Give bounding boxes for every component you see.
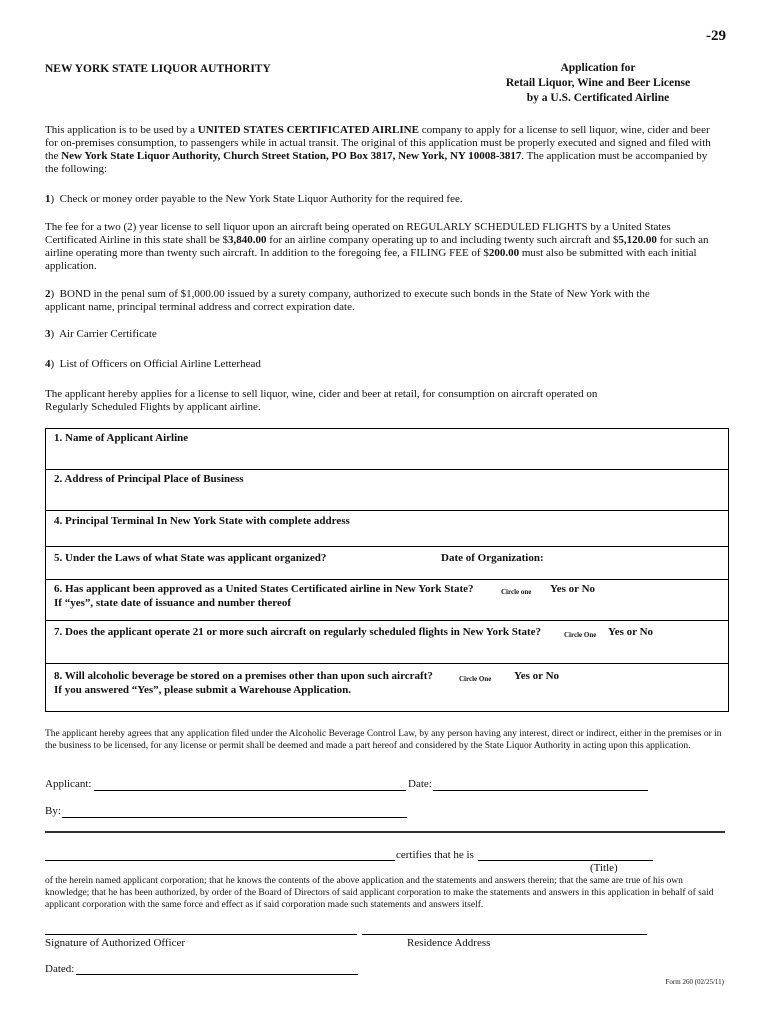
title-line-1: Application for: [560, 62, 636, 74]
officer-signature-label: Signature of Authorized Officer: [45, 937, 186, 949]
question-2-label: 2. Address of Principal Place of Business: [54, 473, 244, 485]
applies-paragraph: The applicant hereby applies for a license to sell liquor, wine, cider and beer at retail, for consumption on aircraft operated on Regularly Scheduled Flights by applicant airline.: [45, 388, 598, 413]
officer-title-line[interactable]: [478, 860, 653, 861]
requirement-item-3: 3) Air Carrier Certificate: [45, 328, 157, 340]
requirement-item-1: 1) Check or money order payable to the New York State Liquor Authority for the required fee.: [45, 193, 463, 205]
question-5-label: 5. Under the Laws of what State was applicant organized?: [54, 552, 327, 564]
field-principal-terminal[interactable]: [46, 511, 728, 547]
by-signature-line[interactable]: [62, 817, 407, 818]
agreement-paragraph: The applicant hereby agrees that any application filed under the Alcoholic Beverage Control Law, by any person having any interest, direct or indirect, either in the premises or in the business to be licensed, for any license or permit shall be deemed and made a part hereof and considered by the State Liquor Authority in acting upon this application.: [45, 729, 722, 751]
question-8-yes-no[interactable]: Yes or No: [514, 670, 560, 682]
fee-paragraph: The fee for a two (2) year license to sell liquor upon an aircraft being operated on REGULARLY SCHEDULED FLIGHTS by a United States Certificated Airline in this state shall be $3,840.00 for an airline company operating up to and including twenty such aircraft and $5,120.00 for such an airline operating more than twenty such aircraft. In addition to the foregoing fee, a FILING FEE of $200.00 must also be submitted with each initial application.: [45, 221, 709, 272]
field-state-organized[interactable]: [46, 547, 728, 580]
certification-paragraph: of the herein named applicant corporation; that he knows the contents of the above application and the statements and answers therein; that the same are true of his own knowledge; that he has been authorized, by order of the Board of Directors of said applicant corporation to make the statements and answers in this application in behalf of said applicant corporation with the same force and effect as if said corporation made such statements and answers itself.: [45, 876, 714, 910]
question-6-circle-one: Circle one: [501, 588, 532, 596]
field-alcohol-storage[interactable]: [46, 664, 728, 712]
field-airline-name[interactable]: [46, 429, 728, 470]
by-label: By:: [45, 805, 61, 817]
question-6-sub-label: If “yes”, state date of issuance and number thereof: [54, 597, 291, 609]
residence-address-label: Residence Address: [407, 937, 491, 949]
question-8-circle-one: Circle One: [459, 675, 492, 683]
date-line[interactable]: [433, 790, 648, 791]
field-certificated-approval[interactable]: [46, 580, 728, 621]
page-number: -29: [706, 28, 726, 44]
question-6-yes-no[interactable]: Yes or No: [550, 583, 596, 595]
dated-label: Dated:: [45, 963, 75, 975]
question-6-label: 6. Has applicant been approved as a United States Certificated airline in New York State?: [54, 583, 474, 595]
officer-name-line[interactable]: [45, 860, 395, 861]
dated-line[interactable]: [76, 974, 358, 975]
question-7-label: 7. Does the applicant operate 21 or more such aircraft on regularly scheduled flights in New York State?: [54, 626, 542, 638]
date-of-organization-label: Date of Organization:: [441, 552, 544, 564]
officer-signature-line[interactable]: [45, 934, 357, 935]
section-divider: [45, 831, 725, 833]
requirement-item-2: 2) BOND in the penal sum of $1,000.00 issued by a surety company, authorized to execute such bonds in the State of New York with the applicant name, principal terminal address and correct expiration date.: [45, 288, 650, 313]
field-principal-address[interactable]: [46, 470, 728, 511]
intro-paragraph: This application is to be used by a UNITED STATES CERTIFICATED AIRLINE company to apply for a license to sell liquor, wine, cider and beer for on-premises consumption, to passengers while in actual transit. The original of this application must be properly executed and signed and filed with the New York State Liquor Authority, Church Street Station, PO Box 3817, New York, NY 10008-3817. The application must be accompanied by the following:: [45, 124, 711, 175]
title-line-3: by a U.S. Certificated Airline: [526, 92, 670, 104]
agency-name: NEW YORK STATE LIQUOR AUTHORITY: [45, 63, 271, 75]
residence-address-line[interactable]: [362, 934, 647, 935]
question-1-label: 1. Name of Applicant Airline: [54, 432, 189, 444]
question-4-label: 4. Principal Terminal In New York State with complete address: [54, 515, 350, 527]
requirement-item-4: 4) List of Officers on Official Airline Letterhead: [45, 358, 261, 370]
date-label: Date:: [408, 778, 432, 790]
field-aircraft-count[interactable]: [46, 621, 728, 664]
question-8-text: 8. Will alcoholic beverage be stored on a premises other than upon such aircraft?: [54, 670, 433, 682]
applicant-signature-line[interactable]: [94, 790, 406, 791]
document-title: [470, 61, 726, 106]
form-number: Form 260 (02/25/11): [665, 978, 724, 986]
title-caption: (Title): [590, 862, 618, 874]
applicant-label: Applicant:: [45, 778, 92, 790]
application-form-table: [45, 428, 729, 712]
question-7-circle-one: Circle One: [564, 631, 597, 639]
title-line-2: Retail Liquor, Wine and Beer License: [505, 77, 691, 89]
question-8-label: [54, 670, 433, 683]
question-8-sub-label: If you answered “Yes”, please submit a Warehouse Application.: [54, 684, 352, 696]
certifies-label: certifies that he is: [396, 849, 474, 861]
question-7-yes-no[interactable]: Yes or No: [608, 626, 654, 638]
